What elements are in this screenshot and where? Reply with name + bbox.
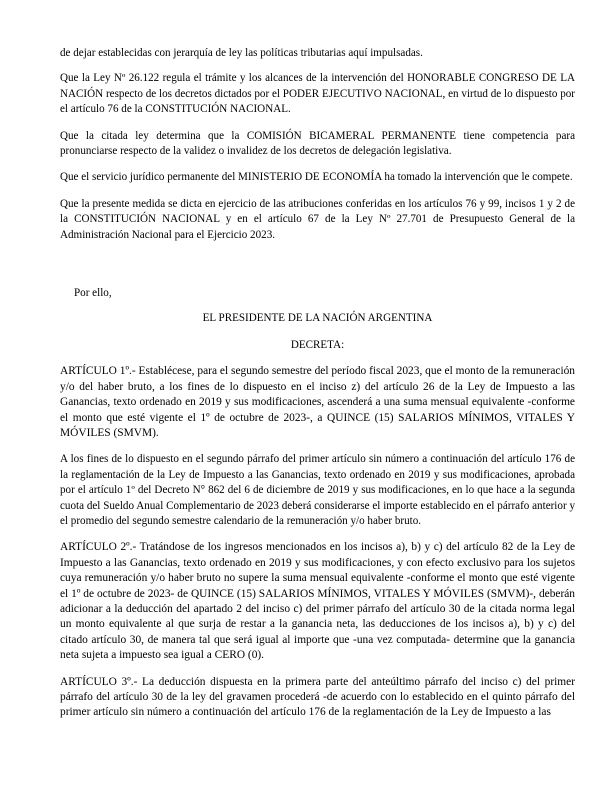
paragraph: de dejar establecidas con jerarquía de ley las políticas tributarias aquí impulsadas. (60, 47, 423, 59)
president-heading: EL PRESIDENTE DE LA NACIÓN ARGENTINA (202, 312, 433, 325)
paragraph: Que la citada ley determina que la COMISIÓN BICAMERAL PERMANENTE tiene competencia para pronunciarse respecto de la validez o invalidez de los decretos de delegación legislativa. (60, 129, 575, 158)
por-ello-text: Por ello, (74, 287, 112, 300)
article-paragraph: ARTÍCULO 1º.- Establécese, para el segundo semestre del período fiscal 2023, que el monto de la remuneración y/o del haber bruto, a los fines de lo dispuesto en el inciso z) del artículo 26 de la Ley de Impuesto a las Ganancias, texto ordenado en 2019 y sus modificaciones, ascenderá a una suma mensual equivalente -conforme el monto que esté vigente el 1º de octubre de 2023-, a QUINCE (15) SALARIOS MÍNIMOS, VITALES Y MÓVILES (SMVM). (60, 365, 575, 439)
article-paragraph: A los fines de lo dispuesto en el segundo párrafo del primer artículo sin número a continuación del artículo 176 de la reglamentación de la Ley de Impuesto a las Ganancias, texto ordenado en 2019 y sus modificaciones, aprobada por el artículo 1º del Decreto N° 862 del 6 de diciembre de 2019 y sus modificaciones, en lo que hace a la segunda cuota del Sueldo Anual Complementario de 2023 deberá considerarse el importe establecido en el párrafo anterior y el promedio del segundo semestre calendario de la remuneración y/o haber bruto. (60, 453, 575, 527)
spacer (60, 254, 575, 286)
paragraph: Que el servicio jurídico permanente del MINISTERIO DE ECONOMÍA ha tomado la intervención que le compete. (60, 171, 573, 184)
document-page (60, 46, 575, 732)
article-paragraph: ARTÍCULO 3º.- La deducción dispuesta en la primera parte del anteúltimo párrafo del inciso c) del primer párrafo del artículo 30 de la ley del gravamen procederá -de acuerdo con lo establecido en el quinto párrafo del primer artículo sin número a continuación del artículo 176 de la reglamentación de la Ley de Impuesto a las (60, 675, 575, 719)
paragraph: Que la presente medida se dicta en ejercicio de las atribuciones conferidas en los artículos 76 y 99, incisos 1 y 2 de la CONSTITUCIÓN NACIONAL y en el artículo 67 de la Ley Nº 27.701 de Presupuesto General de la Administración Nacional para el Ejercicio 2023. (60, 197, 575, 241)
decreta-heading: DECRETA: (290, 338, 345, 351)
paragraph: Que la Ley Nº 26.122 regula el trámite y los alcances de la intervención del HONORABLE CONGRESO DE LA NACIÓN respecto de los decretos dictados por el PODER EJECUTIVO NACIONAL, en virtud de lo dispuesto por el artículo 76 de la CONSTITUCIÓN NACIONAL. (60, 72, 575, 116)
article-paragraph: ARTÍCULO 2º.- Tratándose de los ingresos mencionados en los incisos a), b) y c) del artículo 82 de la Ley de Impuesto a las Ganancias, texto ordenado en 2019 y sus modificaciones, y con efecto exclusivo para los sujetos cuya remuneración y/o haber bruto no supere la suma mensual equivalente -conforme el monto que esté vigente el 1º de octubre de 2023- de QUINCE (15) SALARIOS MÍNIMOS, VITALES Y MÓVILES (SMVM)-, deberán adicionar a la deducción del apartado 2 del inciso c) del primer párrafo del artículo 30 de la citada norma legal un monto equivalente al que surja de restar a la ganancia neta, las deducciones de los incisos a), b) y c) del citado artículo 30, de manera tal que será igual al importe que -una vez computada- determine que la ganancia neta sujeta a impuesto sea igual a CERO (0). (60, 541, 575, 662)
